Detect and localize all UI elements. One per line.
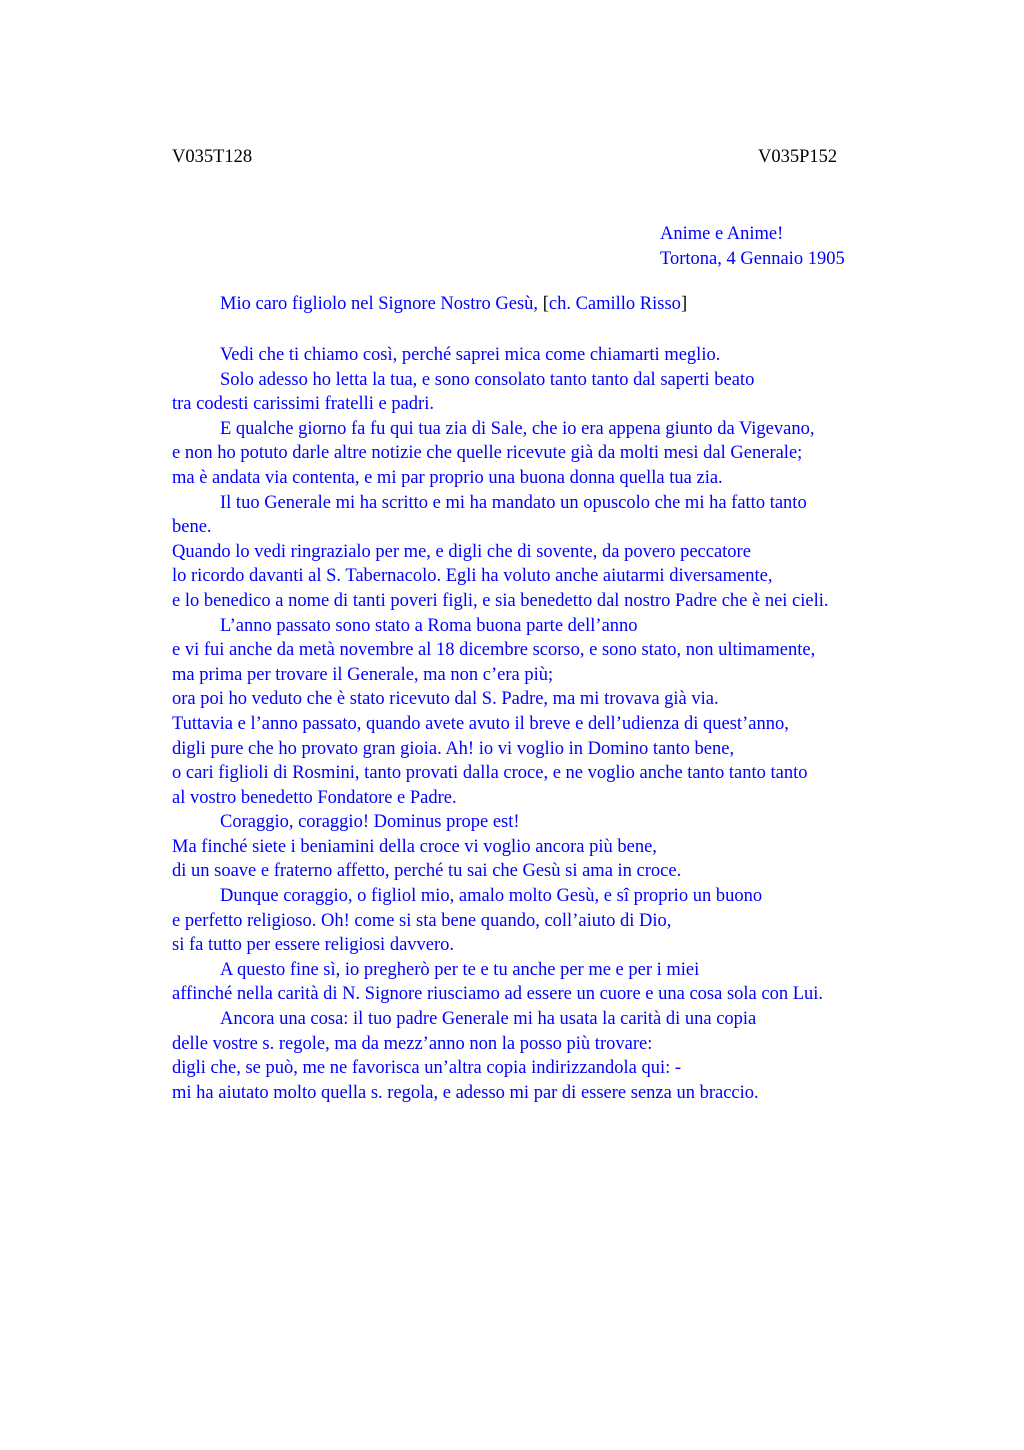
- body-line: Coraggio, coraggio! Dominus prope est!: [220, 812, 520, 833]
- body-line: si fa tutto per essere religiosi davvero.: [172, 935, 455, 956]
- document-code-left: V035T128: [172, 147, 253, 167]
- body-line: Ma finché siete i beniamini della croce vi voglio ancora più bene,: [172, 836, 657, 857]
- body-line: Vedi che ti chiamo così, perché saprei mica come chiamarti meglio.: [220, 345, 721, 365]
- body-line: delle vostre s. regole, ma da mezz’anno non la posso più trovare:: [172, 1033, 653, 1054]
- salutation-recipient: ch. Camillo Risso: [548, 294, 681, 314]
- body-line: E qualche giorno fa fu qui tua zia di Sale, che io era appena giunto da Vigevano,: [220, 418, 815, 439]
- body-line: ma è andata via contenta, e mi par proprio una buona donna quella tua zia.: [172, 467, 723, 488]
- letter-body: [172, 343, 932, 1105]
- body-line: Quando lo vedi ringrazialo per me, e digli che di sovente, da povero peccatore: [172, 541, 751, 562]
- letter-heading: [660, 222, 845, 271]
- body-line: e perfetto religioso. Oh! come si sta bene quando, coll’aiuto di Dio,: [172, 910, 672, 931]
- body-line: ora poi ho veduto che è stato ricevuto dal S. Padre, ma mi trovava già via.: [172, 689, 719, 710]
- letter-place-date: Tortona, 4 Gennaio 1905: [660, 248, 845, 269]
- body-line: digli pure che ho provato gran gioia. Ah! io vi voglio in Domino tanto bene,: [172, 738, 735, 759]
- body-line: e non ho potuto darle altre notizie che quelle ricevute già da molti mesi dal Generale;: [172, 443, 803, 464]
- body-line: ma prima per trovare il Generale, ma non c’era più;: [172, 664, 554, 685]
- body-line: affinché nella carità di N. Signore riusciamo ad essere un cuore e una cosa sola con Lui.: [172, 984, 824, 1005]
- body-line: lo ricordo davanti al S. Tabernacolo. Egli ha voluto anche aiutarmi diversamente,: [172, 566, 773, 587]
- body-line: bene.: [172, 517, 212, 538]
- body-line: L’anno passato sono stato a Roma buona parte dell’anno: [220, 615, 638, 636]
- salutation-open-bracket: [: [542, 294, 549, 314]
- body-line: e vi fui anche da metà novembre al 18 dicembre scorso, e sono stato, non ultimamente,: [172, 640, 816, 661]
- body-line: o cari figlioli di Rosmini, tanto provati dalla croce, e ne voglio anche tanto tanto tanto: [172, 763, 808, 784]
- document-code-right: V035P152: [758, 147, 838, 167]
- body-line: Solo adesso ho letta la tua, e sono consolato tanto tanto dal saperti beato: [220, 369, 755, 390]
- body-line: A questo fine sì, io pregherò per te e tu anche per me e per i miei: [220, 959, 700, 980]
- letter-title: Anime e Anime!: [660, 224, 784, 244]
- body-line: Tuttavia e l’anno passato, quando avete avuto il breve e dell’udienza di quest’anno,: [172, 713, 789, 734]
- letter-salutation: [220, 294, 687, 315]
- body-line: di un soave e fraterno affetto, perché tu sai che Gesù si ama in croce.: [172, 861, 682, 882]
- body-line: e lo benedico a nome di tanti poveri figli, e sia benedetto dal nostro Padre che è nei cieli.: [172, 590, 829, 611]
- body-line: digli che, se può, me ne favorisca un’altra copia indirizzandola qui: -: [172, 1058, 682, 1079]
- salutation-close-bracket: ]: [680, 294, 688, 314]
- body-line: tra codesti carissimi fratelli e padri.: [172, 394, 434, 415]
- body-line: al vostro benedetto Fondatore e Padre.: [172, 787, 457, 808]
- body-line: Dunque coraggio, o figliol mio, amalo molto Gesù, e sî proprio un buono: [220, 886, 763, 907]
- salutation-text: Mio caro figliolo nel Signore Nostro Gesù,: [220, 294, 543, 314]
- body-line: Ancora una cosa: il tuo padre Generale mi ha usata la carità di una copia: [220, 1009, 757, 1030]
- body-line: Il tuo Generale mi ha scritto e mi ha mandato un opuscolo che mi ha fatto tanto: [220, 492, 807, 513]
- body-line: mi ha aiutato molto quella s. regola, e adesso mi par di essere senza un braccio.: [172, 1082, 759, 1103]
